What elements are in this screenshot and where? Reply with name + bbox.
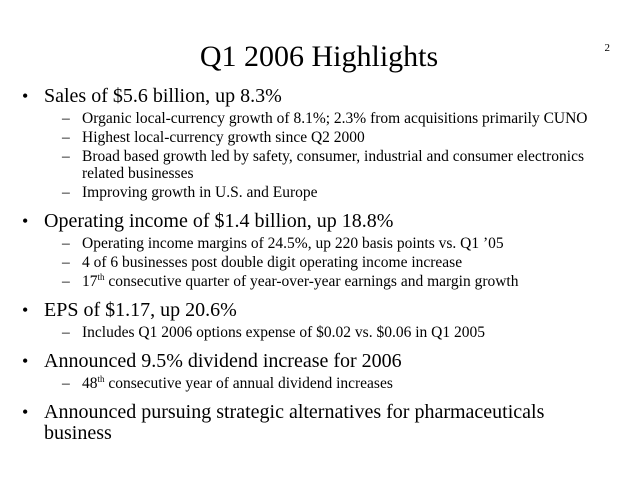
sub-bullet-text: Organic local-currency growth of 8.1%; 2.3% from acquisitions primarily CUNO — [82, 110, 588, 127]
dash-marker: – — [62, 235, 70, 252]
bullet-text: Sales of $5.6 billion, up 8.3% — [44, 85, 282, 107]
ordinal-number: 48 — [82, 375, 98, 392]
sub-bullet — [62, 324, 602, 341]
dash-marker: – — [62, 184, 70, 201]
bullet-text: Announced pursuing strategic alternatives for pharmaceuticals business — [44, 401, 545, 444]
bullet-marker: • — [22, 300, 29, 320]
sub-bullet — [62, 235, 602, 252]
bullet-item-pharmaceuticals — [22, 402, 602, 444]
sub-bullet — [62, 184, 602, 201]
bullet-marker: • — [22, 402, 29, 422]
dash-marker: – — [62, 324, 70, 341]
sub-bullet-text: Includes Q1 2006 options expense of $0.02 vs. $0.06 in Q1 2005 — [82, 324, 485, 341]
ordinal-suffix: th — [97, 374, 105, 384]
bullet-item-eps — [22, 300, 602, 341]
sub-bullet-text — [82, 375, 602, 392]
bullet-item-operating-income — [22, 211, 602, 290]
bullet-item-sales — [22, 86, 602, 201]
page-number: 2 — [604, 42, 610, 54]
bullet-marker: • — [22, 211, 29, 231]
bullet-item-dividend — [22, 351, 602, 392]
sub-bullet-text: Improving growth in U.S. and Europe — [82, 184, 318, 201]
bullet-text: EPS of $1.17, up 20.6% — [44, 299, 237, 321]
sub-bullet-text: Highest local-currency growth since Q2 2000 — [82, 129, 365, 146]
sub-bullet-text: Operating income margins of 24.5%, up 220 basis points vs. Q1 ’05 — [82, 235, 504, 252]
sub-bullet — [62, 129, 602, 146]
bullet-text: Announced 9.5% dividend increase for 2006 — [44, 350, 402, 372]
ordinal-number: 17 — [82, 273, 98, 290]
dash-marker: – — [62, 254, 70, 271]
sub-bullet — [62, 273, 602, 290]
ordinal-rest: consecutive year of annual dividend increases — [104, 375, 393, 392]
ordinal-rest: consecutive quarter of year-over-year earnings and margin growth — [104, 273, 519, 290]
ordinal-suffix: th — [97, 272, 105, 282]
dash-marker: – — [62, 129, 70, 146]
slide-title: Q1 2006 Highlights — [199, 40, 439, 73]
bullet-marker: • — [22, 86, 29, 106]
bullet-list — [22, 86, 602, 444]
sub-bullet-text: 4 of 6 businesses post double digit operating income increase — [82, 254, 463, 271]
dash-marker: – — [62, 110, 70, 127]
sub-bullet — [62, 375, 602, 392]
sub-bullet — [62, 148, 602, 182]
sub-bullet-text: Broad based growth led by safety, consumer, industrial and consumer electronics related businesses — [82, 148, 584, 182]
sub-bullet — [62, 110, 602, 127]
bullet-text: Operating income of $1.4 billion, up 18.8% — [44, 210, 394, 232]
dash-marker: – — [62, 148, 70, 165]
sub-bullet-text — [82, 273, 602, 290]
dash-marker: – — [62, 375, 70, 392]
bullet-marker: • — [22, 351, 29, 371]
dash-marker: – — [62, 273, 70, 290]
sub-bullet — [62, 254, 602, 271]
